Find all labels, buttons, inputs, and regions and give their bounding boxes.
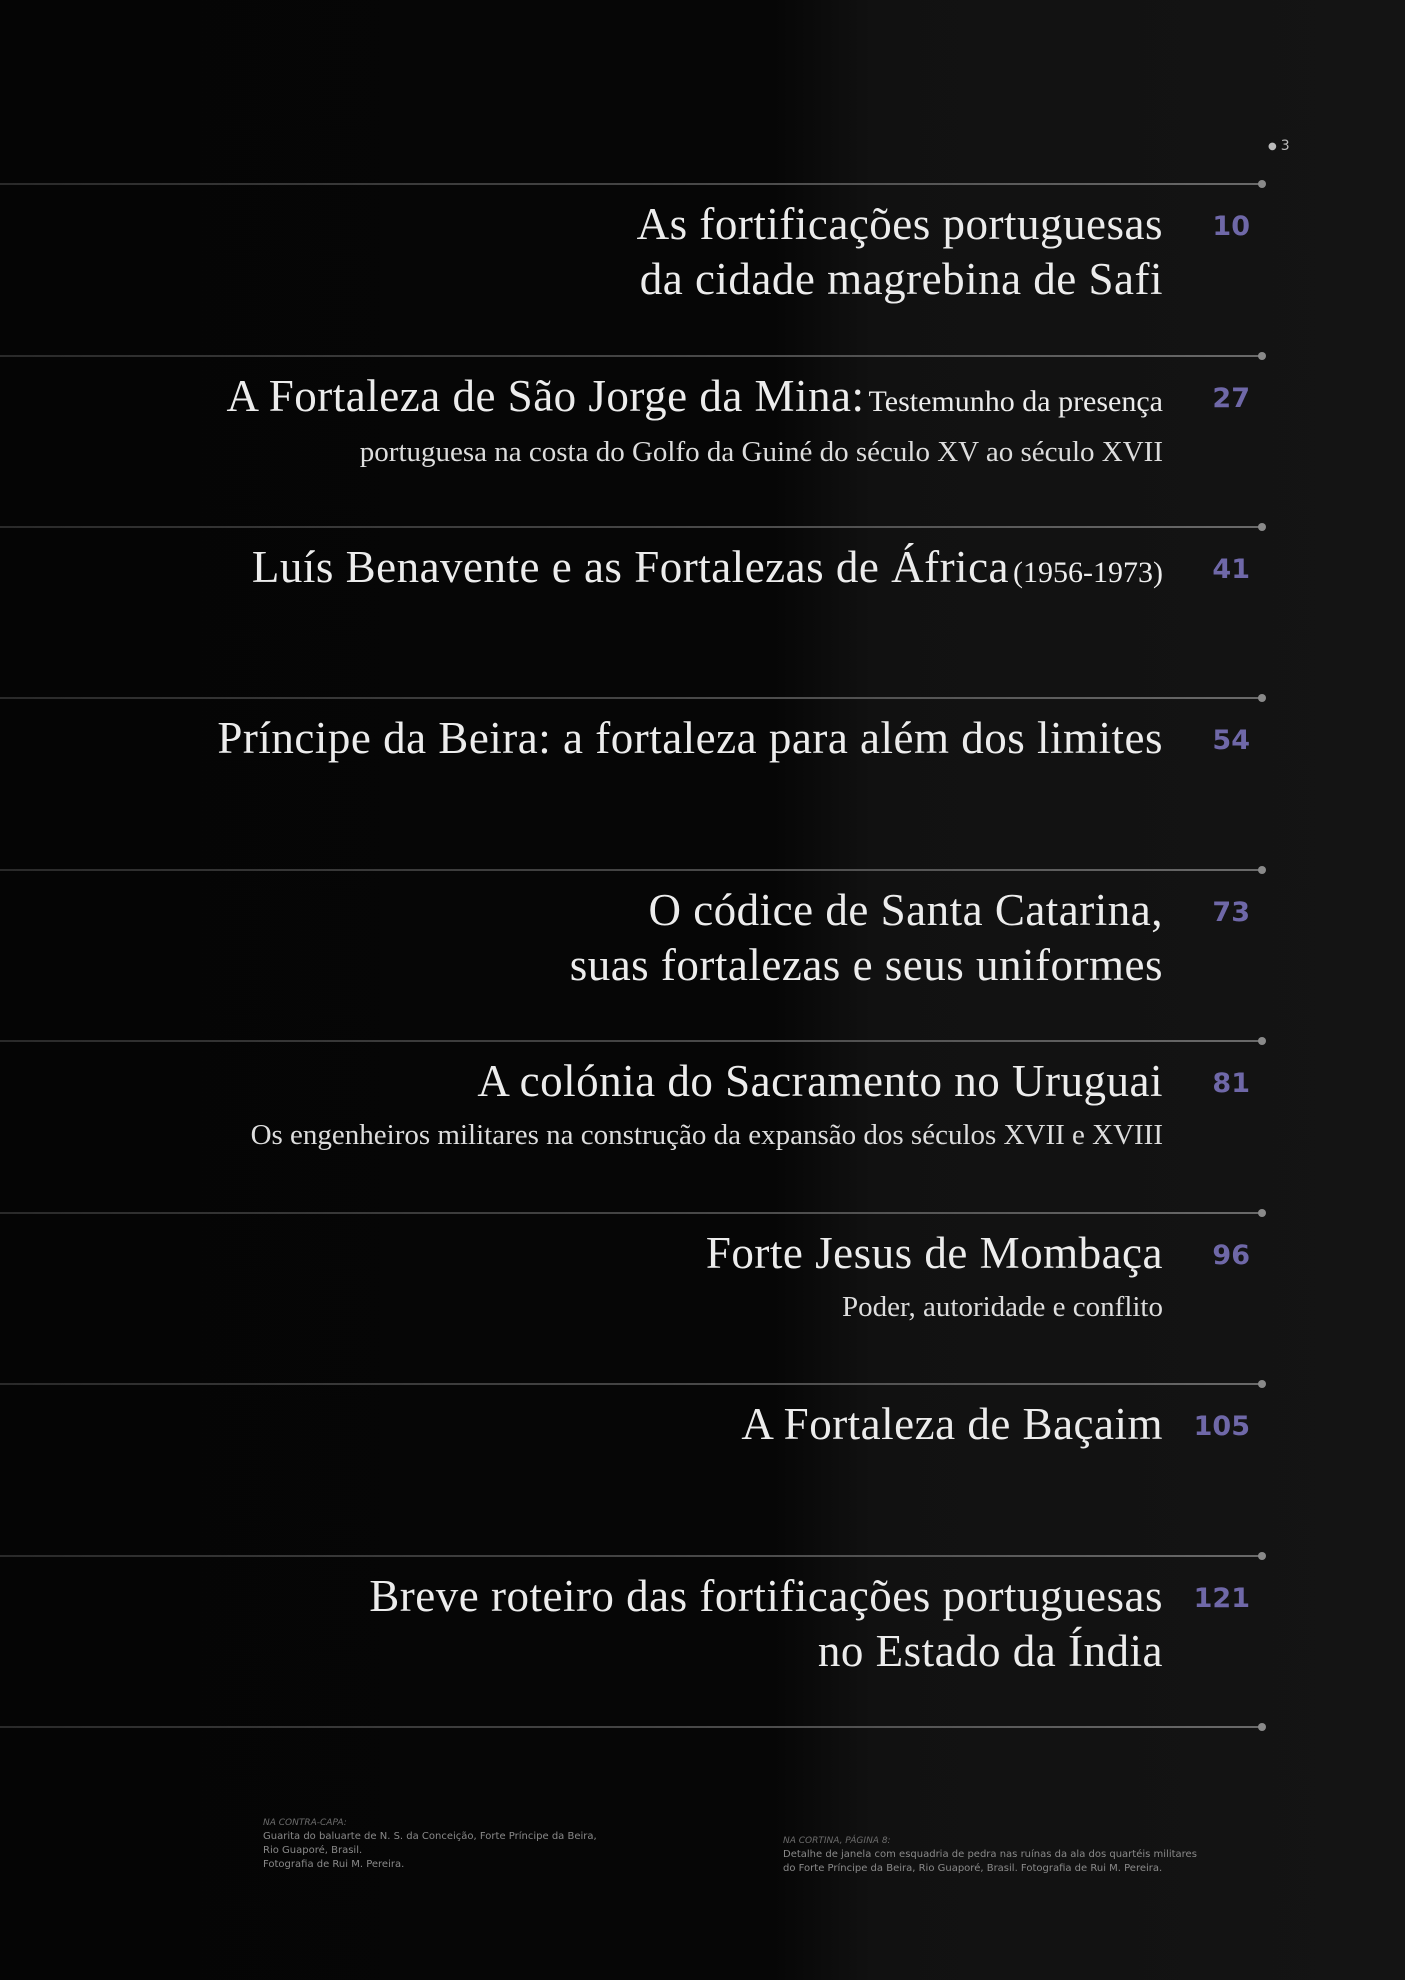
divider-rule [0, 1383, 1262, 1385]
toc-entry[interactable] [0, 1569, 1163, 1679]
entry-title-rest: Testemunho da presença [868, 385, 1163, 418]
entry-title: A colónia do Sacramento no Uruguai [477, 1056, 1163, 1106]
toc-entry[interactable] [0, 1397, 1163, 1452]
entry-page-number[interactable]: 10 [1212, 211, 1250, 242]
caption-line: Detalhe de janela com esquadria de pedra nas ruínas da ala dos quartéis militares [783, 1849, 1197, 1860]
page-number [1268, 138, 1290, 154]
divider-rule [0, 697, 1262, 699]
divider-rule [0, 1555, 1262, 1557]
page-number-text: 3 [1280, 138, 1290, 154]
caption-line: do Forte Príncipe da Beira, Rio Guaporé, Brasil. Fotografia de Rui M. Pereira. [783, 1863, 1163, 1874]
entry-page-number[interactable]: 27 [1212, 383, 1250, 414]
entry-title: A Fortaleza de São Jorge da Mina: [226, 371, 865, 421]
toc-entry[interactable] [0, 1054, 1163, 1161]
entry-title: A Fortaleza de Baçaim [741, 1399, 1163, 1449]
toc-entry[interactable] [0, 883, 1163, 993]
divider-rule [0, 183, 1262, 185]
entry-page-number[interactable]: 54 [1212, 725, 1250, 756]
caption-heading: NA CONTRA-CAPA: [263, 1818, 347, 1828]
toc-entry[interactable] [0, 1226, 1163, 1333]
cover-photo-caption [263, 1816, 597, 1872]
toc-entry[interactable] [0, 540, 1163, 595]
entry-title: da cidade magrebina de Safi [639, 254, 1163, 304]
entry-page-number[interactable]: 121 [1193, 1583, 1250, 1614]
caption-line: Guarita do baluarte de N. S. da Conceição, Forte Príncipe da Beira, [263, 1831, 597, 1842]
caption-line: Rio Guaporé, Brasil. [263, 1845, 363, 1856]
entry-title: no Estado da Índia [817, 1626, 1163, 1676]
divider-rule [0, 355, 1262, 357]
divider-rule [0, 869, 1262, 871]
entry-title: Luís Benavente e as Fortalezas de África [251, 542, 1010, 592]
entry-title: Breve roteiro das fortificações portuguesas [369, 1571, 1163, 1621]
entry-subtitle: Poder, autoridade e conflito [842, 1291, 1163, 1323]
entry-page-number[interactable]: 81 [1212, 1068, 1250, 1099]
divider-rule [0, 1040, 1262, 1042]
entry-title: Príncipe da Beira: a fortaleza para além dos limites [217, 713, 1163, 763]
entry-title-rest: (1956-1973) [1013, 556, 1163, 589]
caption-heading: NA CORTINA, PÁGINA 8: [783, 1836, 891, 1846]
curtain-photo-caption [783, 1834, 1197, 1876]
divider-rule [0, 1212, 1262, 1214]
toc-entry[interactable] [0, 197, 1163, 307]
entry-title: O códice de Santa Catarina, [648, 885, 1163, 935]
entry-page-number[interactable]: 96 [1212, 1240, 1250, 1271]
entry-page-number[interactable]: 105 [1193, 1411, 1250, 1442]
entry-page-number[interactable]: 41 [1212, 554, 1250, 585]
caption-line: Fotografia de Rui M. Pereira. [263, 1859, 405, 1870]
entry-title: suas fortalezas e seus uniformes [569, 940, 1163, 990]
toc-entry[interactable] [0, 369, 1163, 478]
entry-page-number[interactable]: 73 [1212, 897, 1250, 928]
entry-subtitle: portuguesa na costa do Golfo da Guiné do século XV ao século XVII [359, 436, 1163, 468]
divider-rule [0, 526, 1262, 528]
entry-title: Forte Jesus de Mombaça [705, 1228, 1163, 1278]
toc-entry[interactable] [0, 711, 1163, 766]
entry-subtitle: Os engenheiros militares na construção da expansão dos séculos XVII e XVIII [250, 1119, 1163, 1151]
bullet-dot-icon: ● [1268, 140, 1277, 152]
divider-rule [0, 1726, 1262, 1728]
entry-title: As fortificações portuguesas [636, 199, 1163, 249]
